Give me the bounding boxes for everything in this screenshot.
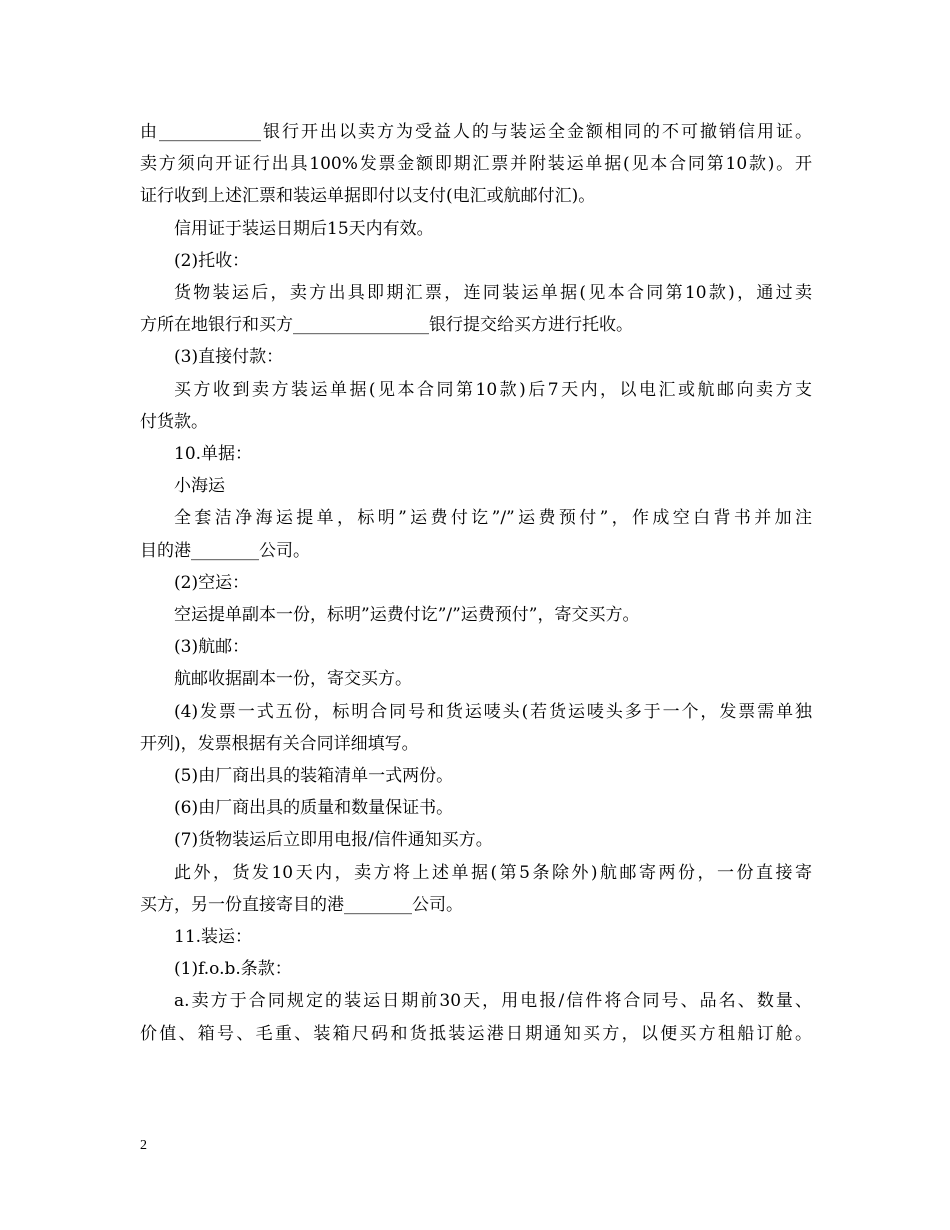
text-line: 方所在地银行和买方________________银行提交给买方进行托收。 — [140, 315, 633, 336]
text-line: 证行收到上述汇票和装运单据即付以支付(电汇或航邮付汇)。 — [140, 186, 596, 207]
text-line: 买方，另一份直接寄目的港________公司。 — [140, 894, 463, 915]
text-line: 航邮收据副本一份，寄交买方。 — [174, 669, 412, 690]
page-number: 2 — [140, 1138, 147, 1153]
text-line: 付货款。 — [140, 411, 208, 432]
text-line: 由____________银行开出以卖方为受益人的与装运全金额相同的不可撤销信用证。 — [140, 122, 812, 142]
text-line: a.卖方于合同规定的装运日期前30天，用电报/信件将合同号、品名、数量、 — [174, 991, 812, 1012]
text-line: 开列)，发票根据有关合同详细填写。 — [140, 733, 419, 754]
text-line: (3)航邮： — [174, 637, 250, 658]
text-line: (1)f.o.b.条款： — [174, 959, 292, 980]
text-line: 小海运 — [174, 476, 225, 497]
text-line: 价值、箱号、毛重、装箱尺码和货抵装运港日期通知买方，以便买方租船订舱。 — [140, 1023, 812, 1044]
text-line: (2)托收： — [174, 250, 250, 271]
text-line: 10.单据： — [174, 444, 253, 465]
document-body — [140, 116, 812, 1050]
text-line: (2)空运： — [174, 572, 250, 593]
text-line: 信用证于装运日期后15天内有效。 — [174, 218, 434, 239]
text-line: 卖方须向开证行出具100%发票金额即期汇票并附装运单据(见本合同第10款)。开 — [140, 154, 812, 175]
text-line: (6)由厂商出具的质量和数量保证书。 — [174, 798, 454, 819]
text-line: (7)货物装运后立即用电报/信件通知买方。 — [174, 830, 493, 851]
text-line: (5)由厂商出具的装箱清单一式两份。 — [174, 766, 454, 787]
text-line: 此外，货发10天内，卖方将上述单据(第5条除外)航邮寄两份，一份直接寄 — [174, 862, 812, 883]
text-line: 空运提单副本一份，标明”运费付讫”/”运费预付”，寄交买方。 — [174, 605, 640, 626]
text-line: 目的港________公司。 — [140, 540, 310, 561]
text-line: 货物装运后，卖方出具即期汇票，连同装运单据(见本合同第10款)，通过卖 — [174, 283, 812, 304]
text-line: (3)直接付款： — [174, 347, 284, 368]
text-line: (4)发票一式五份，标明合同号和货运唛头(若货运唛头多于一个，发票需单独 — [174, 701, 812, 722]
text-line: 全套洁净海运提单，标明”运费付讫”/”运费预付”，作成空白背书并加注 — [174, 508, 812, 529]
text-line: 11.装运： — [174, 927, 253, 948]
text-line: 买方收到卖方装运单据(见本合同第10款)后7天内，以电汇或航邮向卖方支 — [174, 379, 812, 400]
